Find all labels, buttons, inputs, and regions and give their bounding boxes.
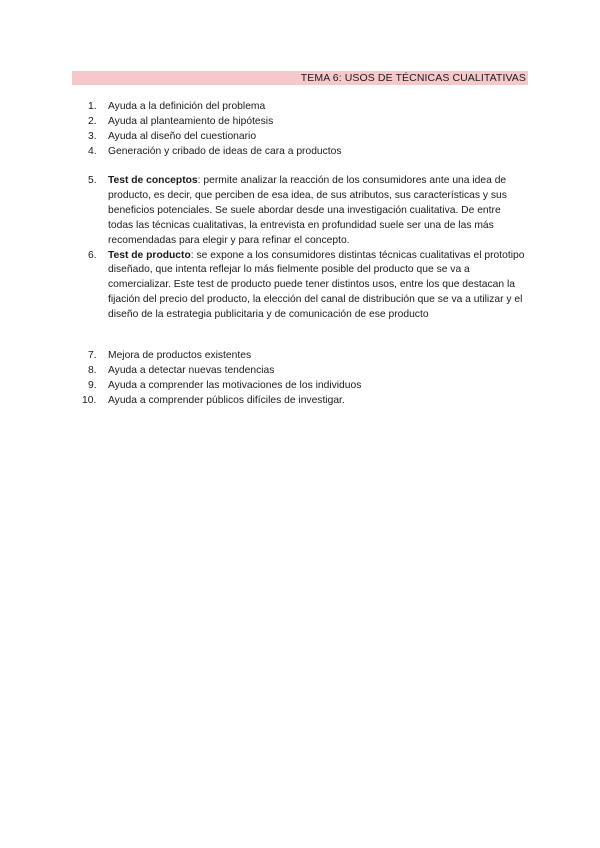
page-header	[301, 71, 526, 85]
list-item-concept-test	[88, 174, 528, 249]
list-item-text: Ayuda a comprender las motivaciones de los individuos	[108, 379, 362, 391]
list-item-number: 7.	[88, 350, 97, 361]
list-item	[88, 130, 528, 145]
list-item-number: 2.	[88, 115, 97, 127]
list-item-number: 10.	[82, 394, 97, 406]
list-item-text: Generación y cribado de ideas de cara a productos	[108, 145, 342, 157]
header-prefix: TEMA 6:	[300, 72, 342, 84]
list-item	[88, 379, 528, 394]
header-title: USOS DE TÉCNICAS CUALITATIVAS	[344, 72, 526, 84]
list-item-text: Ayuda a comprender públicos difíciles de investigar.	[108, 394, 345, 406]
uses-list-part-1	[88, 100, 528, 160]
list-item-text: Ayuda al diseño del cuestionario	[108, 130, 257, 142]
term-concept-test: Test de conceptos	[108, 175, 198, 186]
list-item	[88, 349, 528, 364]
list-item-number: 6.	[88, 249, 97, 261]
list-item-text: Ayuda a detectar nuevas tendencias	[108, 364, 275, 376]
uses-list-part-3	[82, 349, 528, 409]
list-item-number: 1.	[88, 101, 97, 112]
list-item-number: 5.	[88, 175, 97, 186]
list-item-product-test	[88, 249, 528, 324]
list-item-text: Mejora de productos existentes	[108, 350, 252, 361]
list-item	[82, 394, 528, 409]
list-item	[88, 364, 528, 379]
list-item-text: Ayuda a la definición del problema	[108, 101, 266, 112]
list-item-text: Ayuda al planteamiento de hipótesis	[108, 115, 274, 127]
list-item	[88, 100, 528, 115]
list-item-number: 4.	[88, 145, 97, 157]
concept-test-description: : permite analizar la reacción de los consumidores ante una idea de producto, es decir, que perciben de esa idea, de sus atributos, sus características y sus beneficios potenciales. Se suele abordar desde una investigación cualitativa. De entre todas las técnicas cualitativas, la entrevista en profundidad suele ser una de las más recomendadas para elegir y para refinar el concepto.	[108, 175, 507, 246]
list-item	[88, 115, 528, 130]
term-product-test: Test de producto	[108, 249, 191, 261]
list-item-number: 3.	[88, 130, 97, 142]
list-item	[88, 145, 528, 160]
list-item-number: 8.	[88, 364, 97, 376]
uses-list-part-2	[88, 174, 528, 323]
product-test-description: : se expone a los consumidores distintas técnicas cualitativas el prototipo diseñado, que intenta reflejar lo más fielmente posible del producto que se va a comercializar. Este test de producto puede tener distintos usos, entre los que destacan la fijación del precio del producto, la elección del canal de distribución que se va a utilizar y el diseño de la estrategia publicitaria y de comunicación de ese producto	[108, 249, 525, 321]
list-item-number: 9.	[88, 379, 97, 391]
